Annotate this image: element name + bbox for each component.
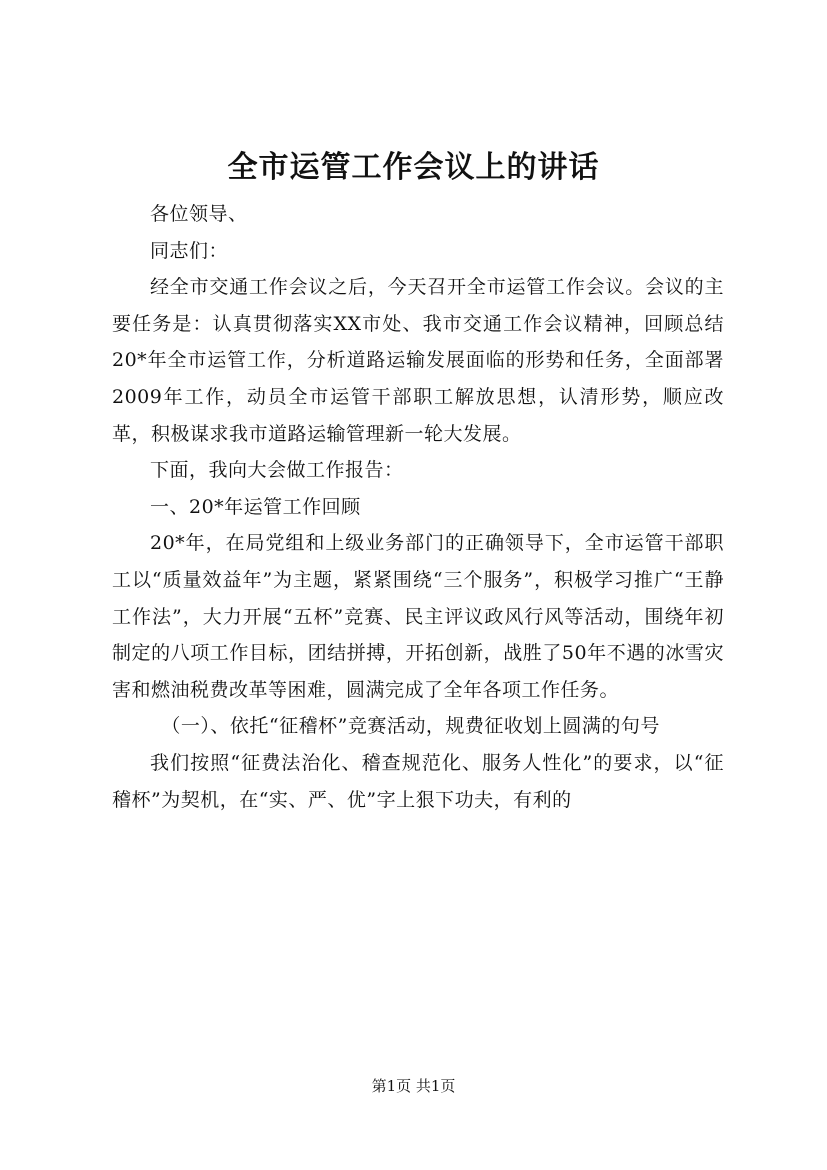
fee-paragraph: 我们按照“征费法治化、稽查规范化、服务人性化”的要求，以“征稽杯”为契机，在“实、严、优”字上狠下功夫，有利的: [112, 751, 724, 811]
review-paragraph: 20*年，在局党组和上级业务部门的正确领导下，全市运管干部职工以“质量效益年”为主题，紧紧围绕“三个服务”，积极学习推广“王静工作法”，大力开展“五杯”竞赛、民主评议政风行风等活动，围绕年初制定的八项工作目标，团结拼搏，开拓创新，战胜了50年不遇的冰雪灾害和燃油税费改革等困难，圆满完成了全年各项工作任务。: [112, 532, 724, 701]
section-heading-1: 一、20*年运管工作回顾: [150, 495, 361, 518]
page-footer: 第1页 共1页: [371, 1077, 456, 1095]
report-intro: 下面，我向大会做工作报告：: [150, 459, 404, 482]
salutation-comrades: 同志们：: [150, 239, 229, 262]
document-body: [112, 196, 724, 818]
document-title: 全市运管工作会议上的讲话: [227, 150, 600, 185]
intro-paragraph: 经全市交通工作会议之后，今天召开全市运管工作会议。会议的主要任务是：认真贯彻落实XX市处、我市交通工作会议精神，回顾总结20*年全市运管工作，分析道路运输发展面临的形势和任务，全面部署2009年工作，动员全市运管干部职工解放思想，认清形势，顺应改革，积极谋求我市道路运输管理新一轮大发展。: [112, 276, 724, 445]
salutation-leaders: 各位领导、: [150, 203, 248, 225]
subsection-heading-1: （一）、依托“征稽杯”竞赛活动，规费征收划上圆满的句号: [161, 715, 660, 738]
